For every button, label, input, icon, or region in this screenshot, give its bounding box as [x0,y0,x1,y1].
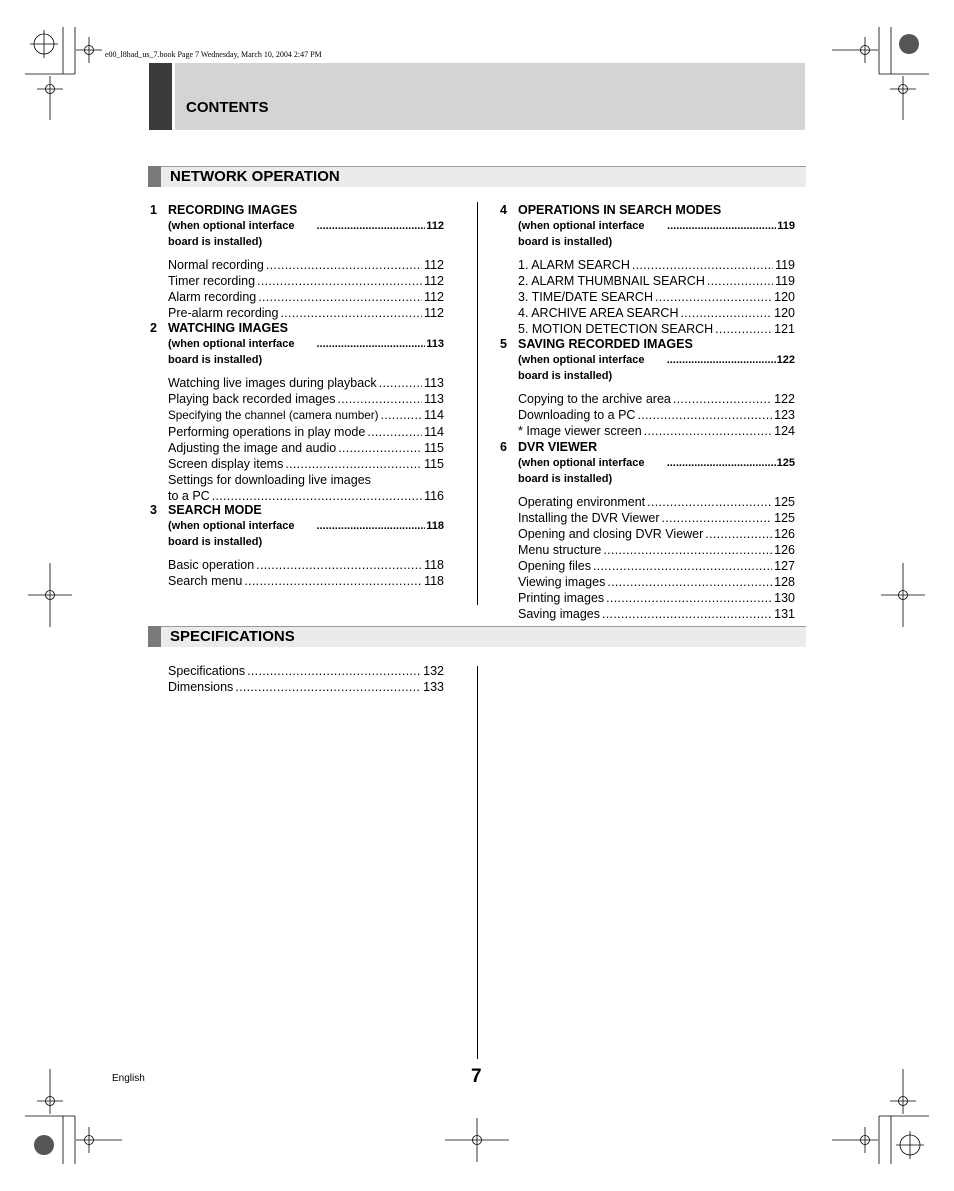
toc-entry[interactable]: Normal recording ..... 112 [168,257,444,273]
toc-entry[interactable]: * Image viewer screen ..... 124 [518,423,795,439]
toc-entry[interactable]: Opening and closing DVR Viewer ..... 126 [518,526,795,542]
group-page: 119 [777,220,795,232]
toc-entry[interactable]: Specifying the channel (camera number) ..... 114 [168,407,444,424]
group-page: 122 [776,354,795,366]
toc-entry[interactable]: Timer recording ..... 112 [168,273,444,289]
toc-entry[interactable]: Dimensions ..... 133 [168,679,444,695]
toc-entry[interactable]: 4. ARCHIVE AREA SEARCH ..... 120 [518,305,795,321]
group-title[interactable]: SAVING RECORDED IMAGES [518,337,693,351]
toc-entry[interactable]: 5. MOTION DETECTION SEARCH ..... 121 [518,321,795,337]
group-note: (when optional interface board is installed) [518,220,645,248]
group-title[interactable]: DVR VIEWER [518,440,598,454]
toc-entry[interactable]: Copying to the archive area ..... 122 [518,391,795,407]
toc-entry-line2[interactable]: to a PC ..... 116 [168,488,444,504]
section-marker [148,626,161,647]
toc-entry[interactable]: Menu structure ..... 126 [518,542,795,558]
section-marker [148,166,161,187]
toc-entry[interactable]: Specifications ..... 132 [168,663,444,679]
group-page: 118 [426,520,444,532]
toc-entry[interactable]: Adjusting the image and audio ..... 115 [168,440,444,456]
toc-group-specifications [168,663,444,695]
group-page: 113 [426,338,444,350]
toc-group-saving-recorded-images [500,336,795,439]
page-title: CONTENTS [186,99,269,116]
page-number: 7 [471,1066,482,1087]
toc-entry[interactable]: Alarm recording ..... 112 [168,289,444,305]
toc-group-dvr-viewer [500,439,795,622]
toc-entry[interactable]: 2. ALARM THUMBNAIL SEARCH ..... 119 [518,273,795,289]
group-title[interactable]: WATCHING IMAGES [168,321,288,335]
group-title[interactable]: RECORDING IMAGES [168,203,298,217]
group-title[interactable]: OPERATIONS IN SEARCH MODES [518,203,722,217]
group-title[interactable]: SEARCH MODE [168,503,262,517]
group-note: (when optional interface board is installed) [168,220,295,248]
section-title-network: NETWORK OPERATION [170,168,340,185]
file-info-line: e00_l8had_us_7.book Page 7 Wednesday, March 10, 2004 2:47 PM [105,50,322,59]
toc-entry[interactable]: Printing images ..... 130 [518,590,795,606]
header-band [175,63,805,130]
group-number: 2 [150,321,157,335]
group-number: 6 [500,440,507,454]
group-number: 3 [150,503,157,517]
toc-group-operations-in-search-modes [500,202,795,337]
toc-entry-line1[interactable]: Settings for downloading live images [168,473,371,487]
group-note: (when optional interface board is installed) [518,354,645,382]
column-divider [477,202,478,605]
toc-entry[interactable]: 1. ALARM SEARCH ..... 119 [518,257,795,273]
toc-entry[interactable]: Viewing images ..... 128 [518,574,795,590]
footer-language: English [112,1073,145,1084]
toc-entry[interactable]: Playing back recorded images ..... 113 [168,391,444,407]
toc-group-watching-images [150,320,444,504]
toc-entry[interactable]: Installing the DVR Viewer ..... 125 [518,510,795,526]
toc-group-search-mode [150,502,444,589]
toc-entry[interactable]: Screen display items ..... 115 [168,456,444,472]
header-accent-block [149,63,172,130]
group-number: 5 [500,337,507,351]
group-page: 112 [426,220,444,232]
section-title-specifications: SPECIFICATIONS [170,628,295,645]
group-number: 4 [500,203,507,217]
toc-entry[interactable]: Pre-alarm recording ..... 112 [168,305,444,321]
toc-entry[interactable]: Opening files ..... 127 [518,558,795,574]
toc-entry[interactable]: Downloading to a PC ..... 123 [518,407,795,423]
toc-entry[interactable]: 3. TIME/DATE SEARCH ..... 120 [518,289,795,305]
toc-entry[interactable]: Basic operation ..... 118 [168,557,444,573]
toc-group-recording-images [150,202,444,321]
group-note: (when optional interface board is installed) [168,520,295,548]
group-number: 1 [150,203,157,217]
column-divider [477,666,478,1059]
group-note: (when optional interface board is installed) [518,457,645,485]
group-page: 125 [776,457,795,469]
toc-entry[interactable]: Saving images ..... 131 [518,606,795,622]
group-note: (when optional interface board is installed) [168,338,295,366]
toc-entry[interactable]: Performing operations in play mode ..... 114 [168,424,444,440]
toc-entry[interactable]: Operating environment ..... 125 [518,494,795,510]
toc-entry[interactable]: Watching live images during playback ..... 113 [168,375,444,391]
toc-entry[interactable]: Search menu ..... 118 [168,573,444,589]
